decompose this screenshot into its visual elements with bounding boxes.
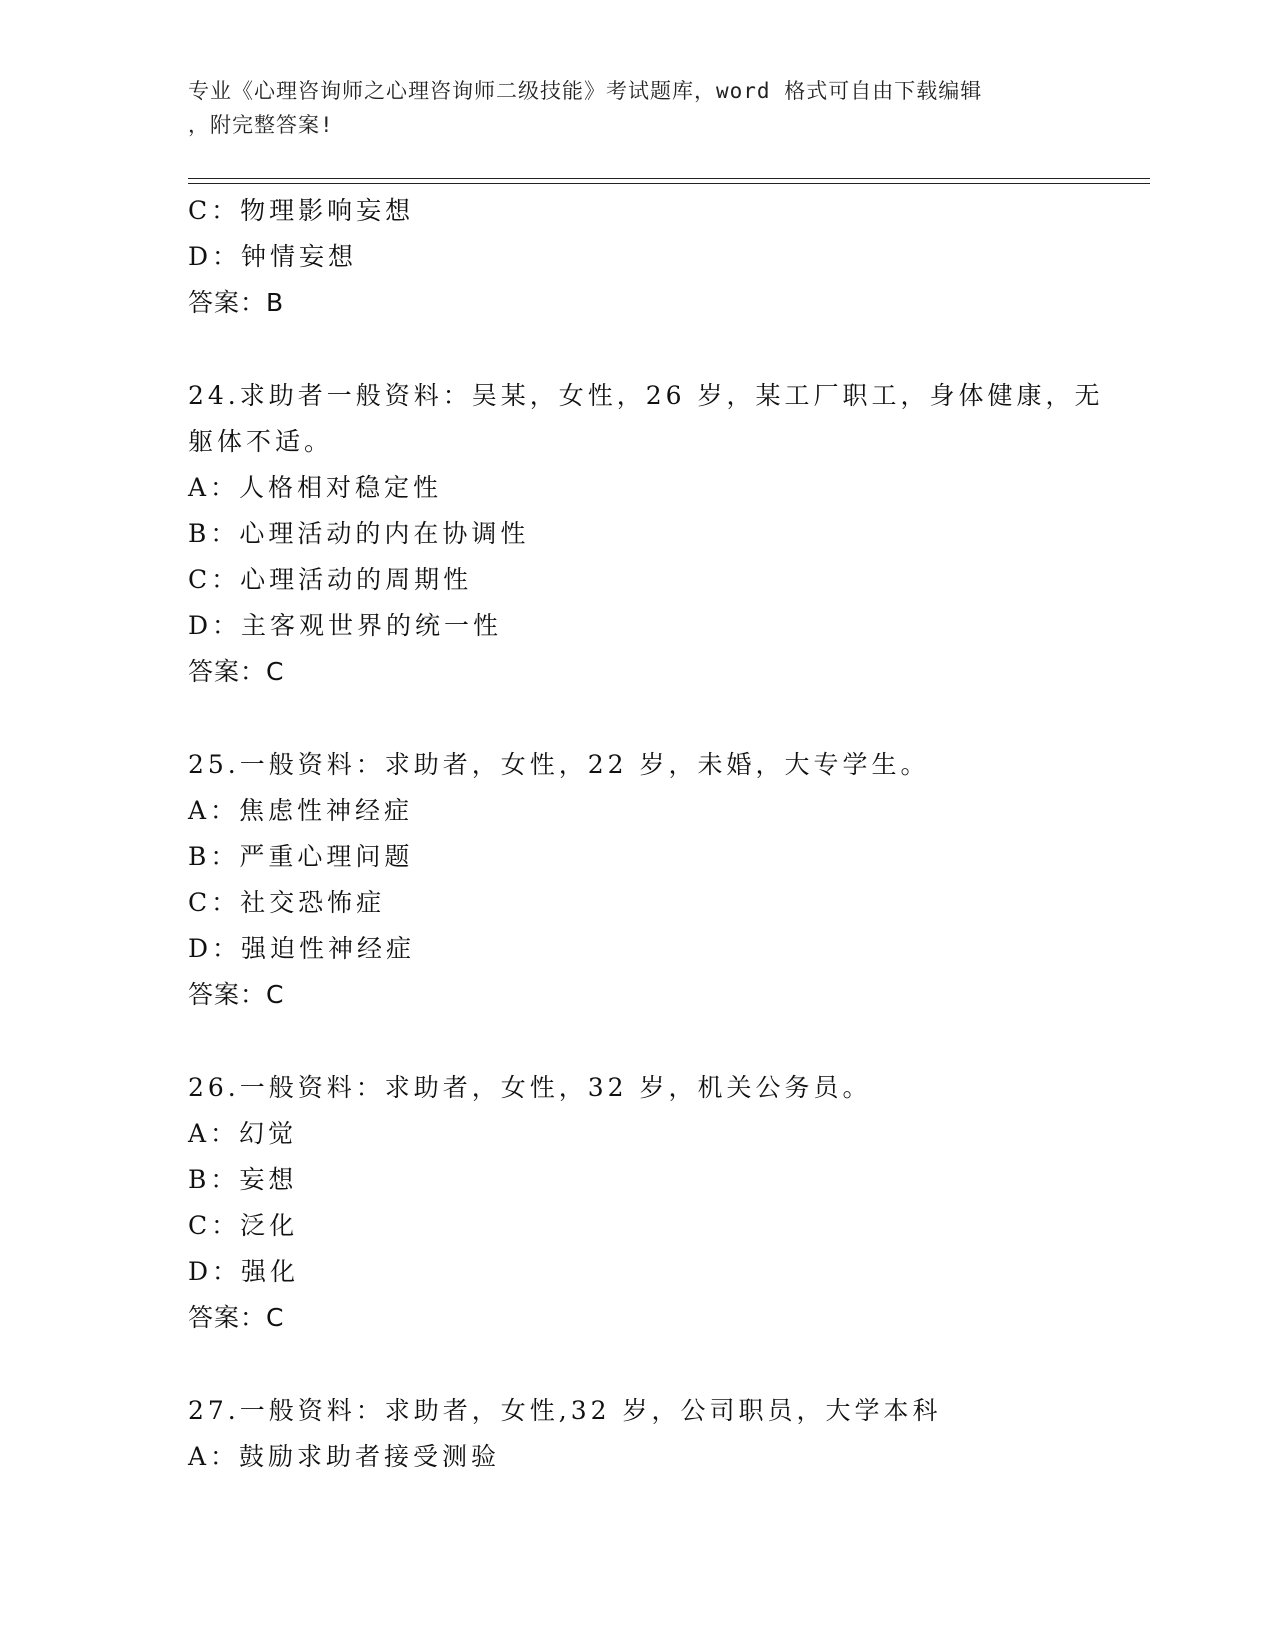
option-b: B：严重心理问题 (188, 842, 414, 871)
spacer (188, 326, 1150, 373)
header-divider-bottom (188, 183, 1150, 184)
option-d: D：钟情妄想 (188, 242, 358, 271)
question-stem: 24.求助者一般资料：吴某，女性，26 岁，某工厂职工，身体健康，无 (188, 381, 1104, 410)
header-line-1: 专业《心理咨询师之心理咨询师二级技能》考试题库，word 格式可自由下载编辑 (188, 79, 983, 103)
question-stem: 27.一般资料：求助者，女性,32 岁，公司职员，大学本科 (188, 1396, 942, 1425)
answer-line: 答案：B (188, 288, 285, 317)
question-stem: 26.一般资料：求助者，女性，32 岁，机关公务员。 (188, 1073, 872, 1102)
option-c: C：社交恐怖症 (188, 888, 386, 917)
question-stem: 25.一般资料：求助者，女性，22 岁，未婚，大专学生。 (188, 750, 930, 779)
question-stem-continued: 躯体不适。 (188, 427, 334, 456)
spacer (188, 695, 1150, 742)
question-list (188, 188, 1150, 1480)
document-header (188, 74, 1088, 142)
header-line-2: ，附完整答案! (188, 113, 334, 137)
spacer (188, 1341, 1150, 1388)
option-a: A：焦虑性神经症 (188, 796, 414, 825)
answer-line: 答案：C (188, 980, 285, 1009)
option-d: D：主客观世界的统一性 (188, 611, 503, 640)
question-27 (188, 1388, 1150, 1480)
answer-line: 答案：C (188, 1303, 285, 1332)
header-divider-top (188, 178, 1150, 179)
option-c: C：物理影响妄想 (188, 196, 415, 225)
option-a: A：幻觉 (188, 1119, 298, 1148)
option-c: C：泛化 (188, 1211, 299, 1240)
question-26 (188, 1065, 1150, 1341)
question-23-tail (188, 188, 1150, 326)
option-d: D：强化 (188, 1257, 300, 1286)
option-a: A：鼓励求助者接受测验 (188, 1442, 501, 1471)
option-b: B：心理活动的内在协调性 (188, 519, 530, 548)
option-c: C：心理活动的周期性 (188, 565, 473, 594)
option-b: B：妄想 (188, 1165, 298, 1194)
answer-line: 答案：C (188, 657, 285, 686)
question-24 (188, 373, 1150, 695)
question-25 (188, 742, 1150, 1018)
spacer (188, 1018, 1150, 1065)
option-a: A：人格相对稳定性 (188, 473, 443, 502)
option-d: D：强迫性神经症 (188, 934, 416, 963)
